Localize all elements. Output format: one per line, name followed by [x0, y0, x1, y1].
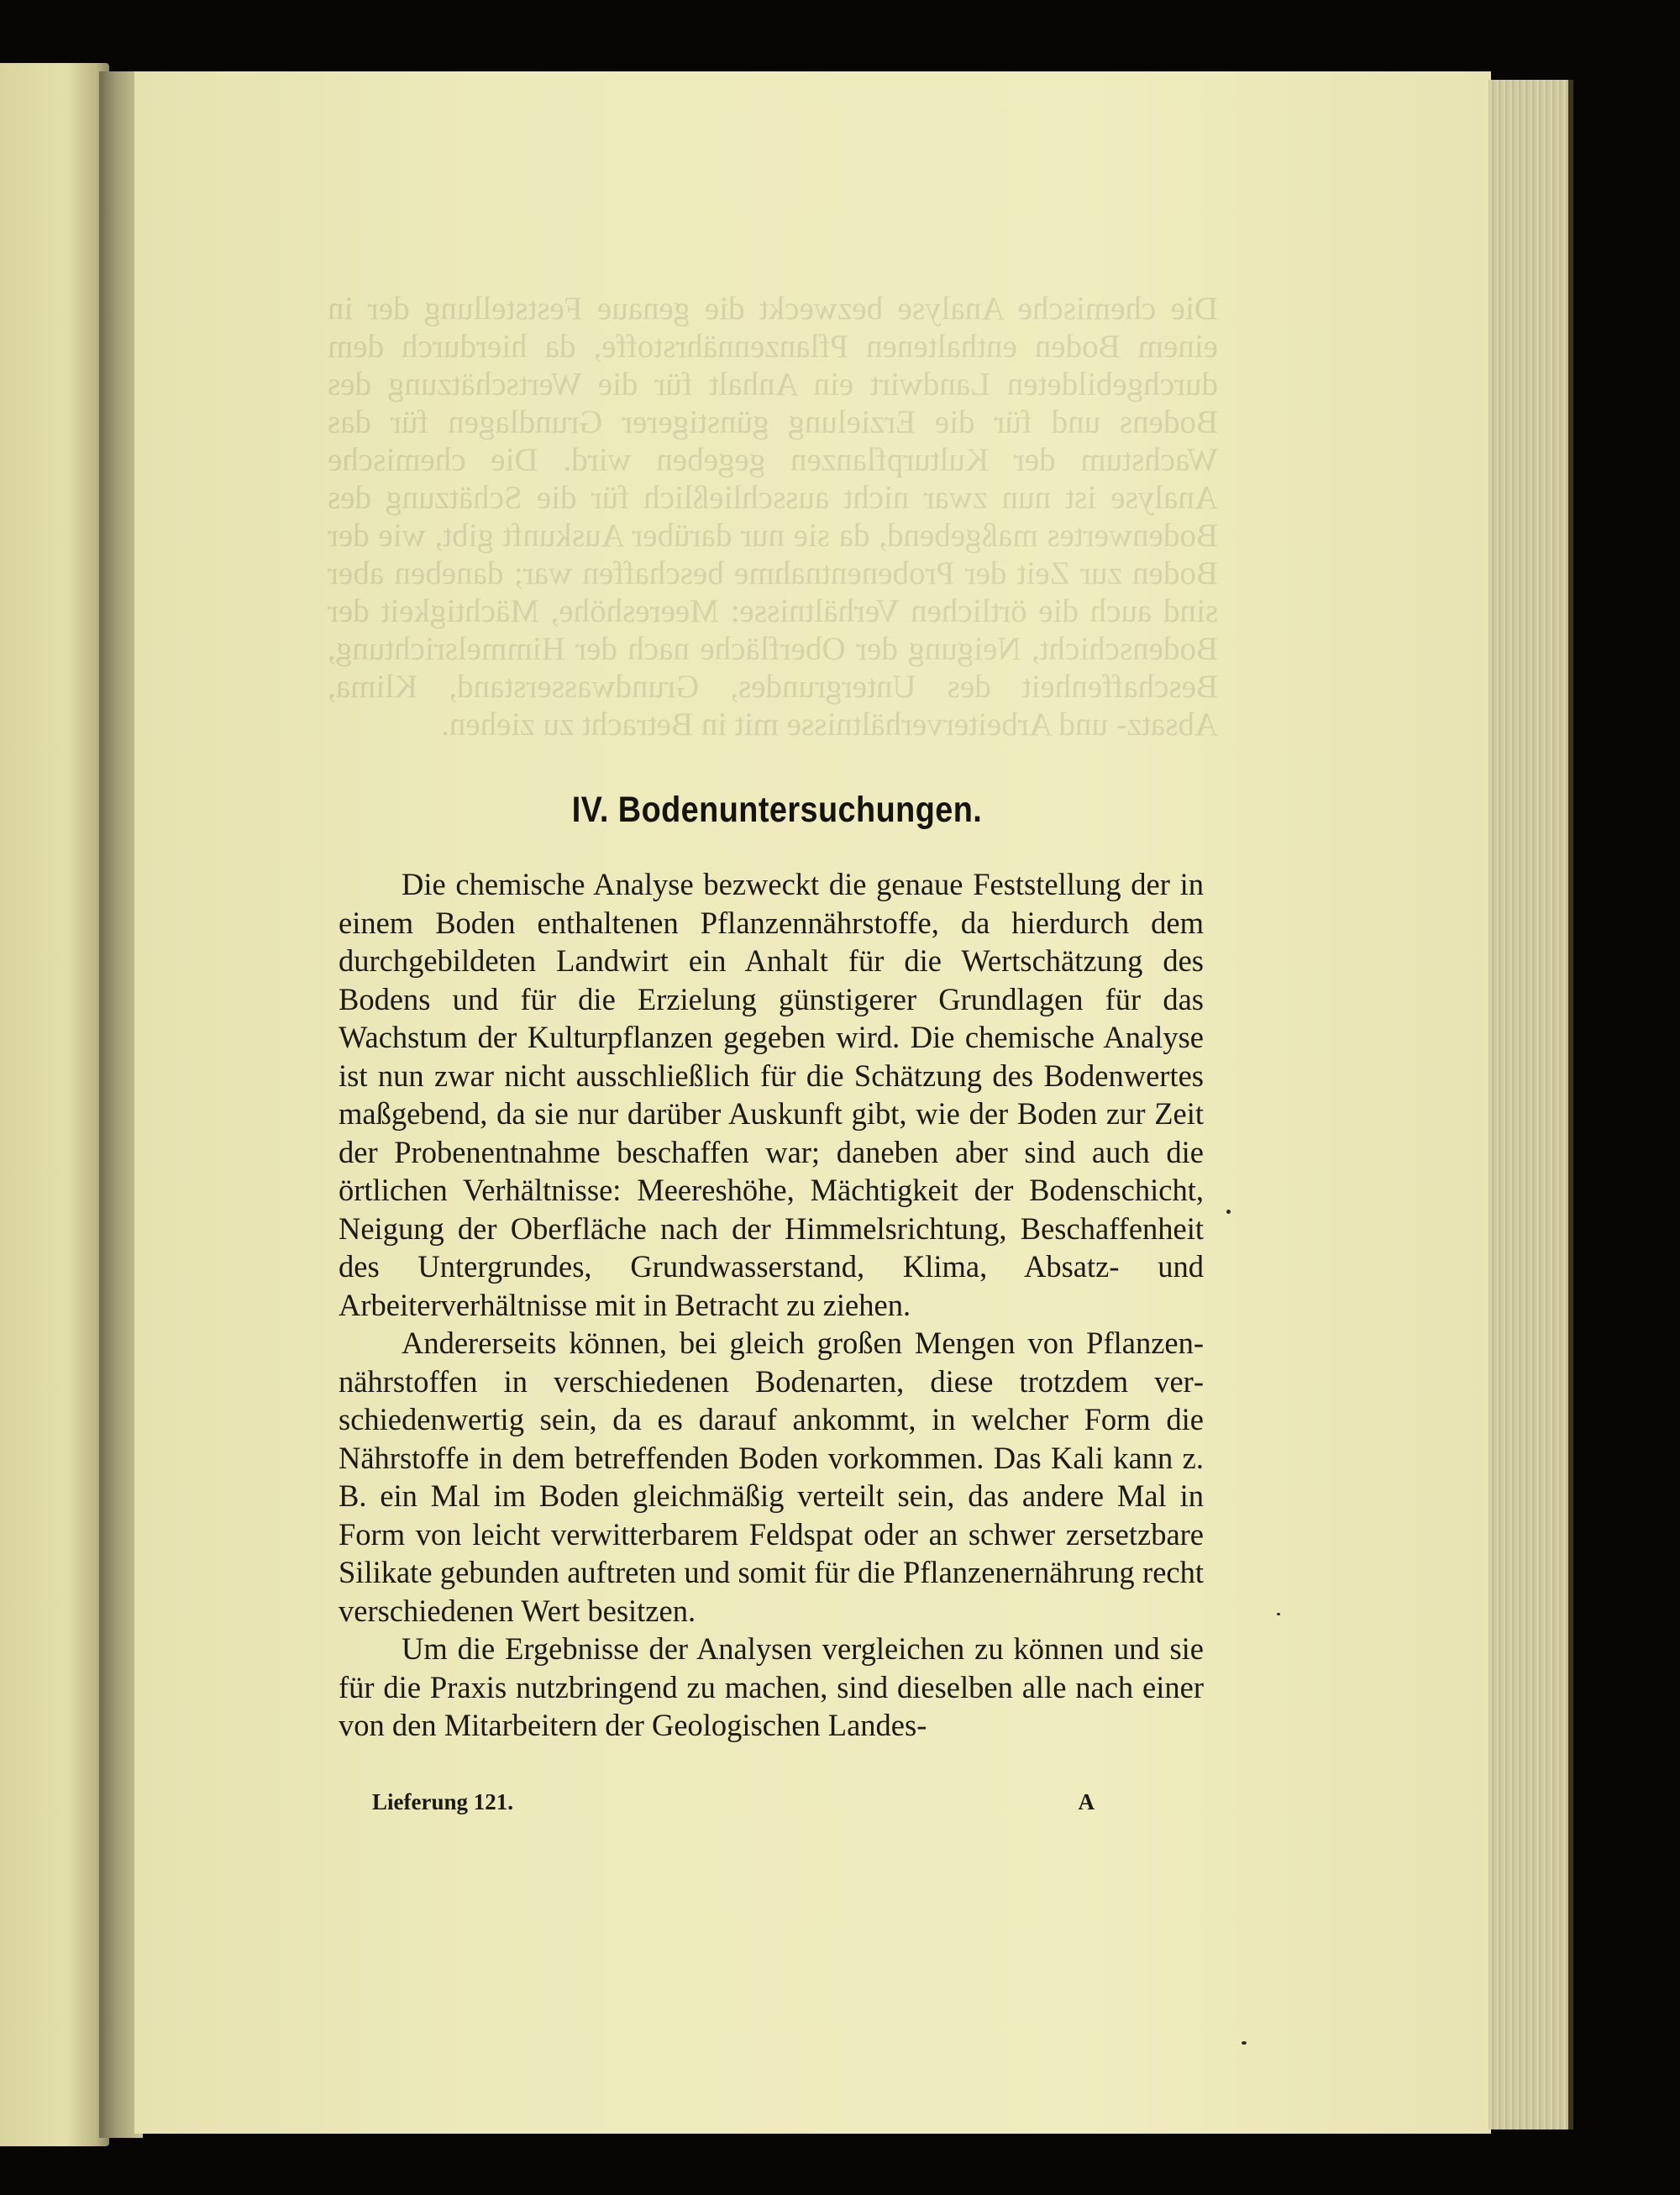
signature-mark: Lieferung 121.: [372, 1789, 513, 1814]
left-page-edge: [0, 63, 109, 2146]
gathering-letter: A: [1078, 1789, 1095, 1814]
paragraph-2: Andererseits können, bei gleich großen Mengen von Pflanzennährstoffen in verschiedenen Bodenarten, diese trotzdem verschiedenwertig sein, da es darauf ankommt, in welcher Form die Nährstoffe in dem betreffenden Boden vorkommen. Das Kali kann z. B. ein Mal im Boden gleichmäßig verteilt sein, das andere Mal in Form von leicht verwitterbarem Feldspat oder an schwer zersetzbare Silikate gebunden auftreten und somit für die Pflanzenernährung recht verschiedenen Wert besitzen.: [339, 1326, 1204, 1628]
paper-speck: [1226, 1210, 1231, 1214]
paper-speck: [1242, 2041, 1247, 2045]
body-text: [339, 865, 1204, 1745]
paper-speck: [1277, 1613, 1280, 1615]
page-footer: [372, 1789, 1095, 1815]
bleed-through-text: Die chemische Analyse bezweckt die genaue Feststellung der in einem Boden enthaltenen Pflanzennährstoffe, da hierdurch dem durchgebildeten Landwirt ein Anhalt für die Wertschätzung des Bodens und für die Erzielung günstigerer Grundlagen für das Wachstum der Kulturpflanzen gegeben wird. Die chemische Analyse ist nun zwar nicht ausschließlich für die Schätzung des Bodenwertes maßgebend, da sie nur darüber Auskunft gibt, wie der Boden zur Zeit der Probenentnahme beschaffen war; daneben aber sind auch die örtlichen Verhältnisse: Meereshöhe, Mächtigkeit der Bodenschicht, Neigung der Oberfläche nach der Himmelsrichtung, Beschaffenheit des Untergrundes, Grundwasserstand, Klima, Absatz- und Arbeiterverhältnisse mit in Betracht zu ziehen.: [328, 291, 1218, 743]
page-edges: [1488, 80, 1573, 2129]
chapter-title: IV. Bodenuntersuchungen.: [571, 790, 983, 830]
paragraph-3: Um die Ergebnisse der Analysen vergleichen zu können und sie für die Praxis nutzbringend zu machen, sind dieselben alle nach einer von den Mitarbeitern der Geologischen Landes-: [339, 1631, 1204, 1742]
paragraph-1: Die chemische Analyse bezweckt die genaue Feststellung der in einem Boden enthaltenen Pflanzennährstoffe, da hierdurch dem durchgebildeten Landwirt ein Anhalt für die Wertschätzung des Bodens und für die Erzielung günstigerer Grundlagen für das Wachstum der Kulturpflanzen gegeben wird. Die chemische Analyse ist nun zwar nicht ausschließlich für die Schätzung des Bodenwertes maßgebend, da sie nur darüber Auskunft gibt, wie der Boden zur Zeit der Probenentnahme beschaffen war; daneben aber sind auch die örtlichen Verhältnisse: Meereshöhe, Mächtigkeit der Bodenschicht, Neigung der Oberfläche nach der Himmelsrichtung, Beschaffenheit des Untergrundes, Grundwasserstand, Klima, Absatz- und Arbeiterverhältnisse mit in Betracht zu ziehen.: [339, 867, 1204, 1322]
